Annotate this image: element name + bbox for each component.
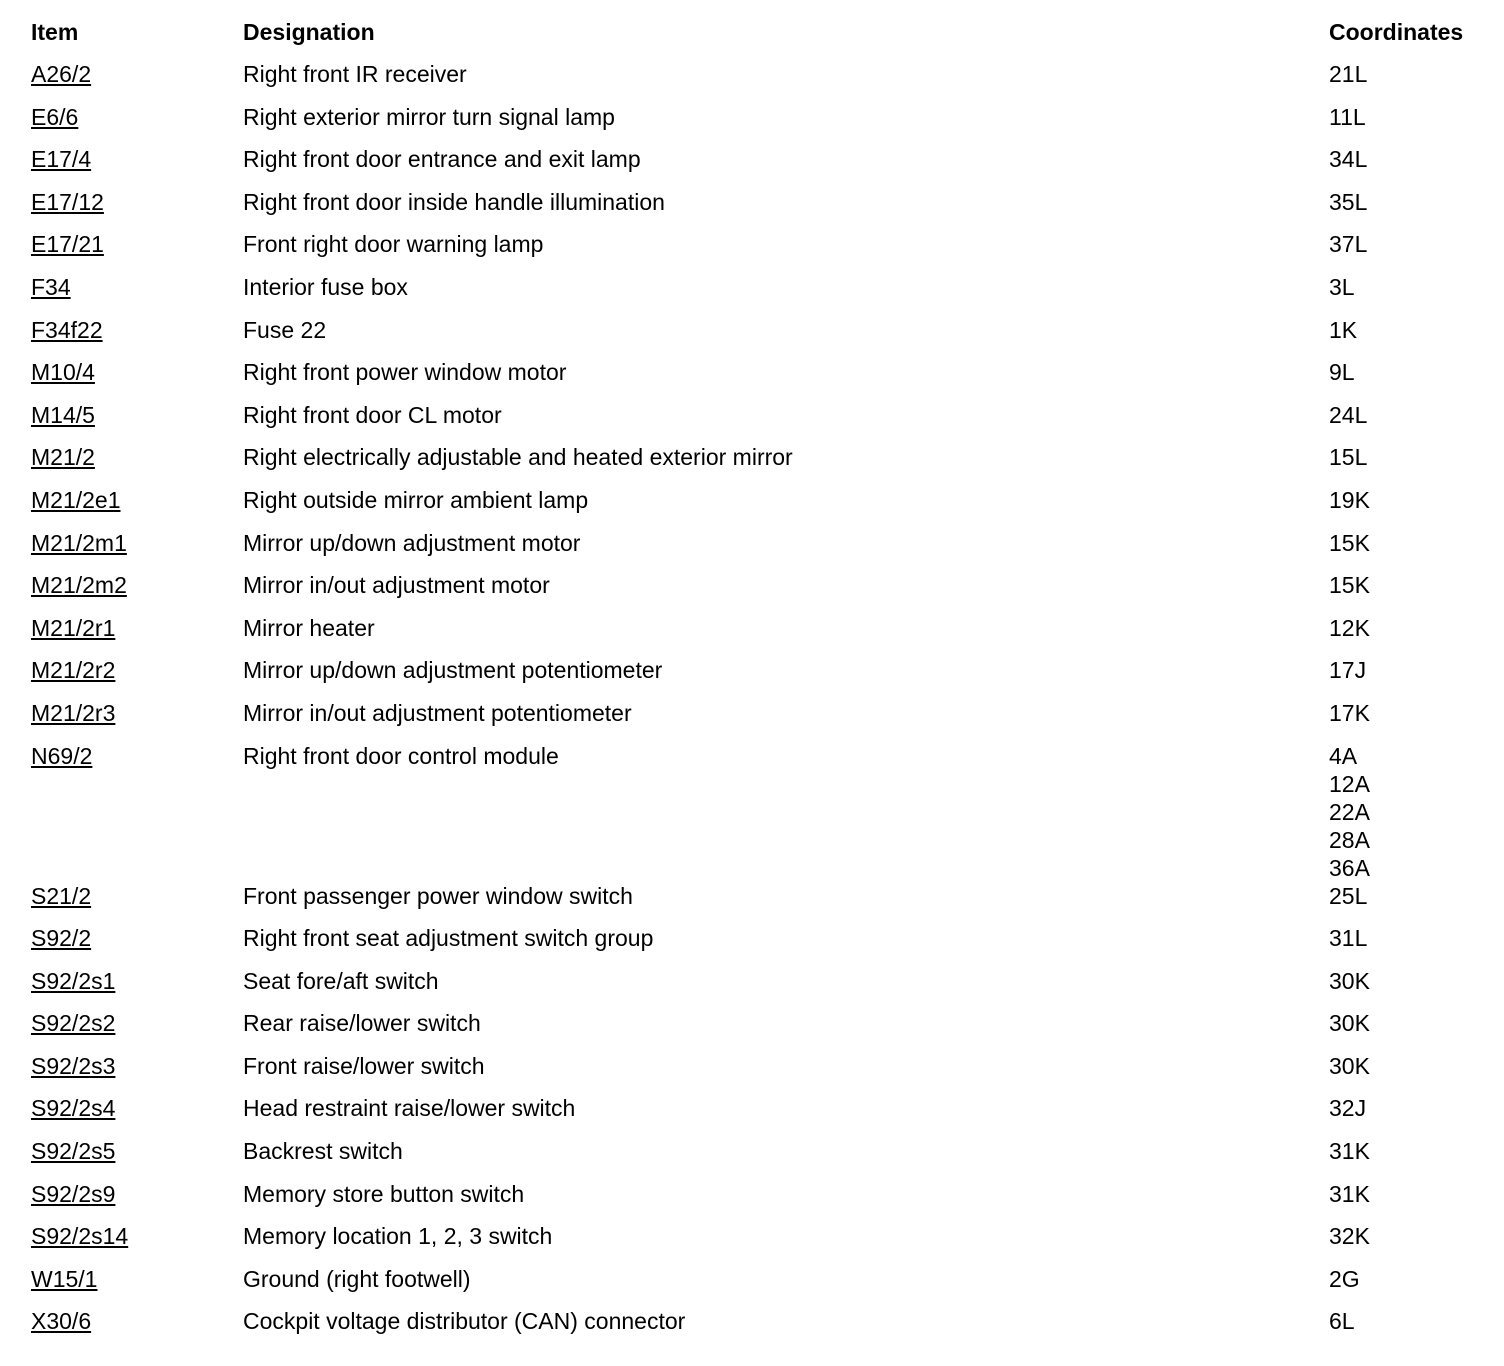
table-row (31, 60, 1481, 103)
table-row (31, 529, 1481, 572)
coordinate-value: 30K (1329, 967, 1370, 994)
item-link[interactable]: M21/2m2 (31, 572, 127, 599)
designation-cell: Mirror in/out adjustment motor (243, 572, 550, 599)
designation-cell: Backrest switch (243, 1138, 403, 1165)
coordinate-value: 15L (1329, 444, 1368, 471)
designation-cell: Mirror in/out adjustment potentiometer (243, 699, 632, 726)
item-link[interactable]: S21/2 (31, 882, 92, 909)
designation-cell: Front raise/lower switch (243, 1052, 485, 1079)
item-link[interactable]: S92/2s1 (31, 967, 116, 994)
item-cell (31, 486, 243, 514)
item-cell (31, 656, 243, 684)
designation-cell: Fuse 22 (243, 316, 327, 343)
item-link[interactable]: E17/4 (31, 146, 92, 173)
table-row (31, 1265, 1481, 1308)
item-link[interactable]: S92/2s3 (31, 1052, 116, 1079)
table-row (31, 230, 1481, 273)
coordinates-cell (1329, 230, 1481, 258)
coordinate-value: 31L (1329, 925, 1368, 952)
item-cell (31, 443, 243, 471)
item-link[interactable]: S92/2s9 (31, 1180, 116, 1207)
table-row (31, 401, 1481, 444)
coordinate-value: 4A (1329, 742, 1358, 769)
item-link[interactable]: S92/2s14 (31, 1223, 129, 1250)
item-cell (31, 699, 243, 727)
coordinate-value: 28A (1329, 826, 1370, 853)
designation-cell: Right front door control module (243, 742, 559, 769)
coordinates-cell (1329, 571, 1481, 599)
header-coordinates: Coordinates (1329, 19, 1464, 45)
designation-cell: Memory location 1, 2, 3 switch (243, 1223, 553, 1250)
item-link[interactable]: M21/2r3 (31, 699, 116, 726)
table-row (31, 1180, 1481, 1223)
designation-cell: Mirror heater (243, 614, 375, 641)
coordinates-cell (1329, 401, 1481, 429)
table-row (31, 358, 1481, 401)
item-cell (31, 882, 243, 910)
item-link[interactable]: M21/2r2 (31, 657, 116, 684)
coordinate-value: 17J (1329, 657, 1367, 684)
coordinate-value: 2G (1329, 1265, 1360, 1292)
coordinate-value: 17K (1329, 699, 1370, 726)
item-cell (31, 614, 243, 642)
table-row (31, 1094, 1481, 1137)
item-link[interactable]: F34 (31, 273, 71, 300)
designation-cell: Rear raise/lower switch (243, 1010, 481, 1037)
item-link[interactable]: M14/5 (31, 401, 95, 428)
coordinate-value: 34L (1329, 146, 1368, 173)
coordinate-value: 11L (1329, 103, 1366, 130)
item-link[interactable]: W15/1 (31, 1265, 98, 1292)
table-row (31, 486, 1481, 529)
item-cell (31, 1009, 243, 1037)
coordinate-value: 31K (1329, 1180, 1370, 1207)
coordinate-value: 12K (1329, 614, 1370, 641)
table-row (31, 967, 1481, 1010)
item-cell (31, 1137, 243, 1165)
designation-cell: Right exterior mirror turn signal lamp (243, 103, 615, 130)
coordinates-cell (1329, 614, 1481, 642)
coordinates-cell (1329, 358, 1481, 386)
item-cell (31, 967, 243, 995)
item-cell (31, 401, 243, 429)
designation-cell: Ground (right footwell) (243, 1265, 471, 1292)
item-cell (31, 316, 243, 344)
table-row (31, 273, 1481, 316)
item-link[interactable]: S92/2s2 (31, 1010, 116, 1037)
designation-cell: Memory store button switch (243, 1180, 525, 1207)
coordinates-cell (1329, 1094, 1481, 1122)
table-header (31, 18, 1481, 60)
item-link[interactable]: S92/2s4 (31, 1095, 116, 1122)
designation-cell: Cockpit voltage distributor (CAN) connector (243, 1308, 686, 1335)
table-row (31, 145, 1481, 188)
item-link[interactable]: E17/12 (31, 188, 104, 215)
coordinates-cell (1329, 924, 1481, 952)
item-cell (31, 103, 243, 131)
table-body (31, 60, 1481, 1350)
coordinates-cell (1329, 742, 1481, 882)
designation-cell: Head restraint raise/lower switch (243, 1095, 576, 1122)
coordinates-cell (1329, 699, 1481, 727)
designation-cell: Seat fore/aft switch (243, 967, 439, 994)
coordinate-value: 12A (1329, 770, 1370, 797)
coordinates-cell (1329, 1307, 1481, 1335)
item-cell (31, 358, 243, 386)
coordinates-cell (1329, 1137, 1481, 1165)
coordinate-value: 31K (1329, 1138, 1370, 1165)
coordinate-value: 30K (1329, 1010, 1370, 1037)
item-link[interactable]: M10/4 (31, 359, 95, 386)
designation-cell: Front right door warning lamp (243, 231, 544, 258)
coordinate-value: 1K (1329, 316, 1358, 343)
coordinate-value: 6L (1329, 1308, 1355, 1335)
table-row (31, 1222, 1481, 1265)
table-row (31, 316, 1481, 359)
coordinates-cell (1329, 145, 1481, 173)
table-row (31, 1052, 1481, 1095)
coordinates-cell (1329, 1009, 1481, 1037)
coordinates-cell (1329, 882, 1481, 910)
item-link[interactable]: F34f22 (31, 316, 103, 343)
item-cell (31, 230, 243, 258)
table-row (31, 614, 1481, 657)
header-designation: Designation (243, 19, 375, 45)
item-cell (31, 1094, 243, 1122)
item-cell (31, 742, 243, 770)
item-link[interactable]: M21/2m1 (31, 529, 127, 556)
coordinate-value: 19K (1329, 486, 1370, 513)
coordinate-value: 15K (1329, 529, 1370, 556)
designation-cell: Right front door entrance and exit lamp (243, 146, 641, 173)
item-cell (31, 1222, 243, 1250)
designation-cell: Mirror up/down adjustment motor (243, 529, 581, 556)
component-legend-table (31, 18, 1481, 1350)
table-row (31, 699, 1481, 742)
item-link[interactable]: X30/6 (31, 1308, 92, 1335)
table-row (31, 103, 1481, 146)
coordinates-cell (1329, 1265, 1481, 1293)
item-cell (31, 529, 243, 557)
item-cell (31, 188, 243, 216)
item-link[interactable]: S92/2 (31, 925, 92, 952)
table-row (31, 924, 1481, 967)
header-item: Item (31, 19, 79, 45)
item-link[interactable]: M21/2e1 (31, 486, 121, 513)
coordinates-cell (1329, 188, 1481, 216)
designation-cell: Right outside mirror ambient lamp (243, 486, 589, 513)
table-row (31, 1137, 1481, 1180)
coordinates-cell (1329, 1222, 1481, 1250)
coordinate-value: 36A (1329, 854, 1370, 881)
designation-cell: Mirror up/down adjustment potentiometer (243, 657, 663, 684)
item-cell (31, 60, 243, 88)
item-cell (31, 1265, 243, 1293)
coordinate-value: 32J (1329, 1095, 1367, 1122)
coordinates-cell (1329, 273, 1481, 301)
table-row (31, 1307, 1481, 1350)
coordinate-value: 21L (1329, 61, 1368, 87)
item-link[interactable]: A26/2 (31, 61, 92, 87)
coordinates-cell (1329, 103, 1481, 131)
table-row (31, 656, 1481, 699)
coordinates-cell (1329, 1180, 1481, 1208)
coordinates-cell (1329, 529, 1481, 557)
item-cell (31, 924, 243, 952)
designation-cell: Interior fuse box (243, 273, 408, 300)
coordinate-value: 22A (1329, 798, 1370, 825)
item-cell (31, 1052, 243, 1080)
coordinate-value: 25L (1329, 882, 1368, 909)
table-row (31, 1009, 1481, 1052)
designation-cell: Right front IR receiver (243, 61, 467, 87)
coordinate-value: 3L (1329, 273, 1355, 300)
coordinate-value: 30K (1329, 1052, 1370, 1079)
item-link[interactable]: M21/2r1 (31, 614, 116, 641)
coordinates-cell (1329, 316, 1481, 344)
coordinates-cell (1329, 1052, 1481, 1080)
coordinates-cell (1329, 656, 1481, 684)
designation-cell: Right front door CL motor (243, 401, 502, 428)
designation-cell: Right front door inside handle illumination (243, 188, 665, 215)
item-link[interactable]: E17/21 (31, 231, 104, 258)
designation-cell: Front passenger power window switch (243, 882, 633, 909)
table-row (31, 571, 1481, 614)
coordinates-cell (1329, 443, 1481, 471)
item-cell (31, 273, 243, 301)
designation-cell: Right front seat adjustment switch group (243, 925, 654, 952)
table-row (31, 742, 1481, 882)
item-cell (31, 1180, 243, 1208)
item-cell (31, 1307, 243, 1335)
item-cell (31, 571, 243, 599)
item-link[interactable]: M21/2 (31, 444, 95, 471)
coordinates-cell (1329, 486, 1481, 514)
designation-cell: Right electrically adjustable and heated exterior mirror (243, 444, 793, 471)
coordinate-value: 9L (1329, 359, 1355, 386)
table-row (31, 882, 1481, 925)
coordinate-value: 24L (1329, 401, 1368, 428)
item-link[interactable]: S92/2s5 (31, 1138, 116, 1165)
coordinate-value: 32K (1329, 1223, 1370, 1250)
coordinate-value: 35L (1329, 188, 1368, 215)
coordinates-cell (1329, 967, 1481, 995)
coordinate-value: 37L (1329, 231, 1368, 258)
item-link[interactable]: E6/6 (31, 103, 79, 130)
coordinates-cell (1329, 60, 1481, 88)
table-row (31, 443, 1481, 486)
coordinate-value: 15K (1329, 572, 1370, 599)
item-cell (31, 145, 243, 173)
table-row (31, 188, 1481, 231)
item-link[interactable]: N69/2 (31, 742, 93, 769)
designation-cell: Right front power window motor (243, 359, 567, 386)
